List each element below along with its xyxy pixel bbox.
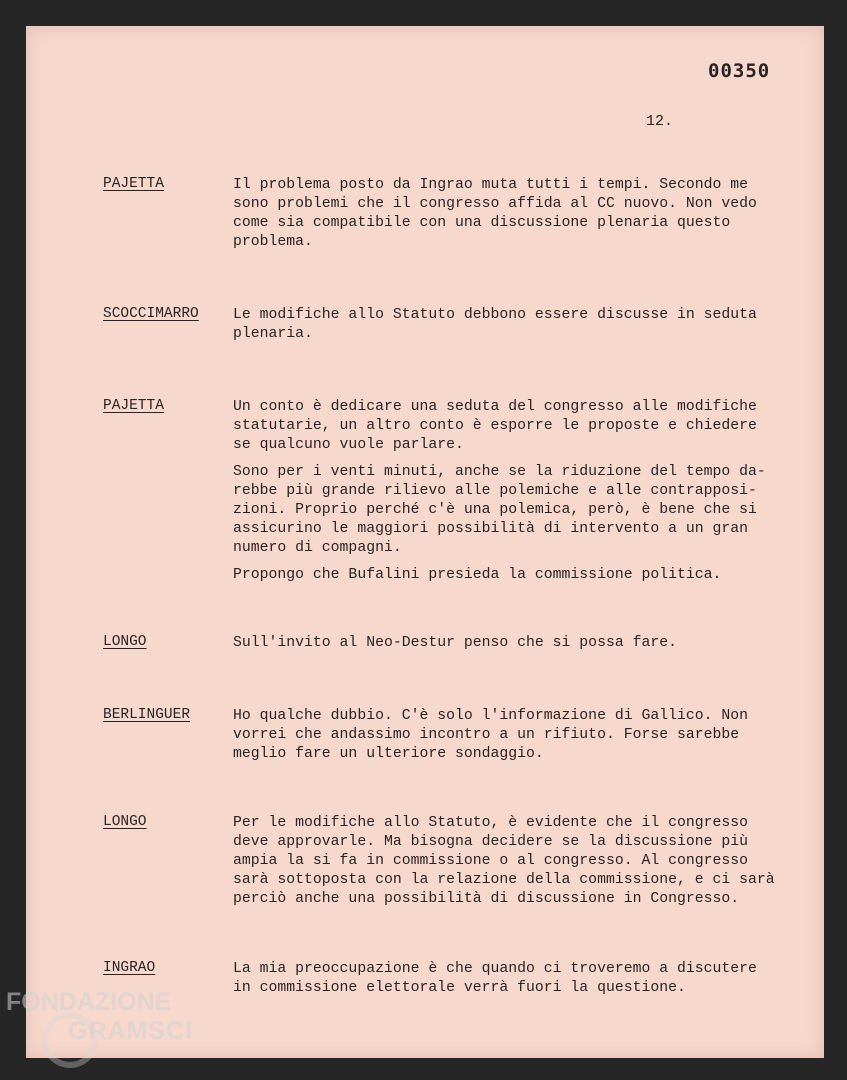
speaker-name: SCOCCIMARRO [103, 306, 199, 322]
watermark-line-1: FONDAZIONE [6, 988, 172, 1016]
speech-paragraph: Propongo che Bufalini presieda la commissione politica. [233, 567, 722, 583]
speech-paragraph: Il problema posto da Ingrao muta tutti i tempi. Secondo me sono problemi che il congresso affida al CC nuovo. Non vedo come sia compatibile con una discussione plenaria questo problema. [233, 177, 757, 250]
speech-text [233, 634, 813, 661]
speech-paragraph: Le modifiche allo Statuto debbono essere discusse in seduta plenaria. [233, 307, 757, 342]
speech-text [233, 306, 813, 352]
speech-paragraph: Per le modifiche allo Statuto, è evidente che il congresso deve approvarle. Ma bisogna decidere se la discussione più ampia la si fa in commissione o al congresso. Al congresso sarà sottoposta con la relazione della commissione, e ci sarà perciò anche una possibilità di discussione in Congresso. [233, 815, 775, 907]
speech-paragraph: Ho qualche dubbio. C'è solo l'informazione di Gallico. Non vorrei che andassimo incontro a un rifiuto. Forse sarebbe meglio fare un ulteriore sondaggio. [233, 708, 749, 762]
speech-paragraph: La mia preoccupazione è che quando ci troveremo a discutere in commissione elettorale verrà fuori la questione. [233, 961, 757, 996]
speech-paragraph: Un conto è dedicare una seduta del congresso alle modifiche statutarie, un altro conto è esporre le proposte e chiedere se qualcuno vuole parlare. [233, 399, 757, 453]
speaker-name: INGRAO [103, 960, 156, 976]
speech-text [233, 707, 813, 772]
archive-watermark [6, 988, 193, 1046]
speech-text [233, 176, 813, 260]
speaker-name: LONGO [103, 814, 147, 830]
speech-text [233, 960, 813, 1006]
speaker-name: PAJETTA [103, 398, 164, 414]
speaker-name: BERLINGUER [103, 707, 191, 723]
speech-text [233, 814, 813, 917]
speaker-name: LONGO [103, 634, 147, 650]
speaker-name: PAJETTA [103, 176, 164, 192]
speech-paragraph: Sono per i venti minuti, anche se la riduzione del tempo da- rebbe più grande rilievo alle polemiche e alle contrapposi- zioni. Proprio perché c'è una polemica, però, è bene che si assicurino le maggiori possibilità di intervento a un gran numero di compagni. [233, 464, 766, 556]
document-number: 00350 [708, 60, 771, 82]
watermark-line-2: GRAMSCI [68, 1017, 194, 1045]
speech-text [233, 398, 813, 593]
page-number: 12. [646, 113, 674, 130]
speech-paragraph: Sull'invito al Neo-Destur penso che si possa fare. [233, 635, 677, 651]
